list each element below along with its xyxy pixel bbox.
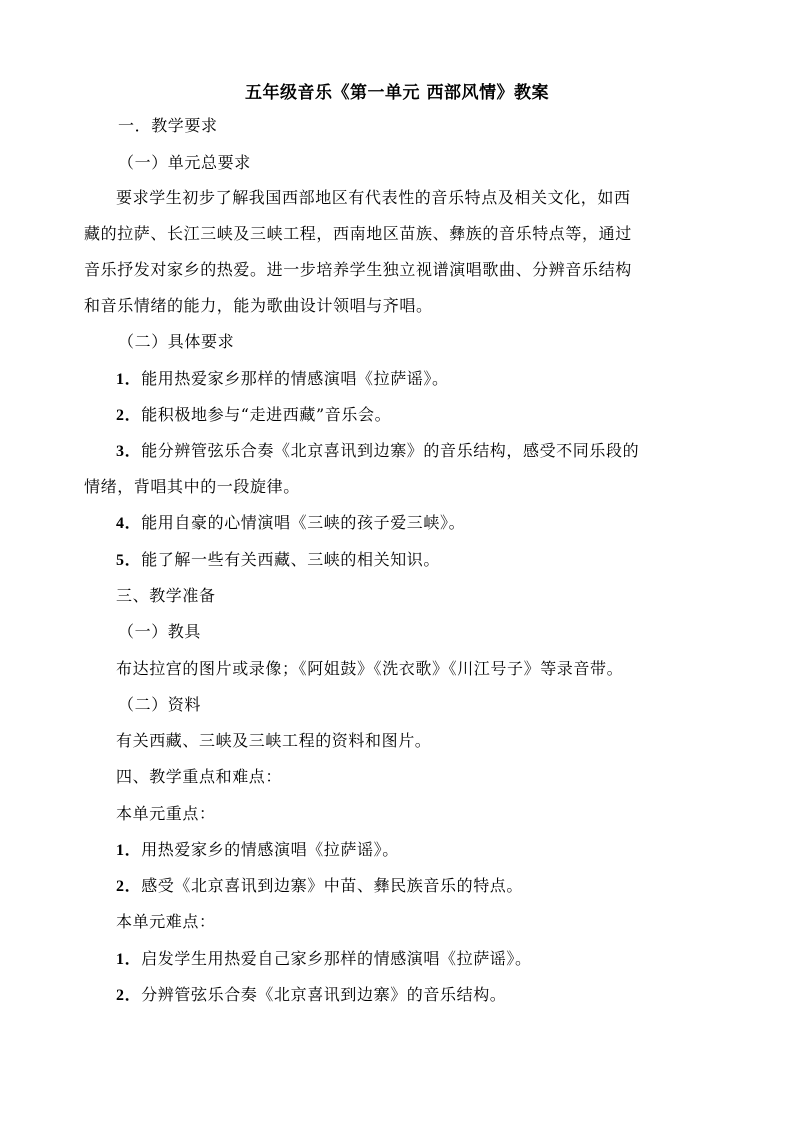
line-text: 能分辨管弦乐合奏《北京喜讯到边寨》的音乐结构，感受不同乐段的 <box>141 441 640 460</box>
text-line <box>84 224 632 244</box>
line-text: 三、教学准备 <box>116 586 216 605</box>
line-text: 有关西藏、三峡及三峡工程的资料和图片。 <box>116 731 432 750</box>
text-line <box>116 513 465 534</box>
line-text: （二）资料 <box>118 695 202 714</box>
text-line <box>116 949 532 970</box>
line-text: 本单元难点： <box>116 912 216 931</box>
text-line <box>118 695 201 715</box>
line-text: 分辨管弦乐合奏《北京喜讯到边寨》的音乐结构。 <box>141 985 507 1004</box>
line-text: （一）教具 <box>118 622 202 641</box>
text-line <box>116 659 623 679</box>
list-number: 3． <box>116 443 142 460</box>
text-line <box>116 840 399 861</box>
text-line <box>118 332 234 352</box>
line-text: 和音乐情绪的能力，能为歌曲设计领唱与齐唱。 <box>84 296 433 315</box>
text-line <box>116 767 282 787</box>
line-text: 四、教学重点和难点： <box>116 767 283 786</box>
text-line <box>116 985 506 1006</box>
line-text: 能用热爱家乡那样的情感演唱《拉萨谣》。 <box>141 369 449 388</box>
line-text: 一．教学要求 <box>118 116 218 135</box>
text-line <box>116 550 440 571</box>
text-line <box>116 912 216 932</box>
line-text: 启发学生用热爱自己家乡那样的情感演唱《拉萨谣》。 <box>141 949 532 968</box>
list-number: 5． <box>116 552 142 569</box>
text-line <box>84 477 300 497</box>
line-text: （一）单元总要求 <box>118 153 251 172</box>
text-line <box>116 804 216 824</box>
text-line <box>116 441 639 462</box>
text-line <box>116 876 523 897</box>
line-text: 本单元重点： <box>116 804 216 823</box>
document-title: 五年级音乐《第一单元 西部风情》教案 <box>245 83 549 103</box>
list-number: 2． <box>116 407 142 424</box>
text-line <box>118 153 251 173</box>
list-number: 1． <box>116 951 142 968</box>
text-line <box>116 188 631 208</box>
text-line <box>116 369 449 390</box>
line-text: 用热爱家乡的情感演唱《拉萨谣》。 <box>141 840 399 859</box>
line-text: 感受《北京喜讯到边寨》中苗、彝民族音乐的特点。 <box>141 876 524 895</box>
list-number: 2． <box>116 987 142 1004</box>
line-text: 音乐抒发对家乡的热爱。进一步培养学生独立视谱演唱歌曲、分辨音乐结构 <box>84 260 632 279</box>
list-number: 4． <box>116 515 142 532</box>
text-line <box>116 586 216 606</box>
text-line <box>118 622 201 642</box>
list-number: 1． <box>116 842 142 859</box>
text-line <box>118 116 218 136</box>
list-number: 1． <box>116 371 142 388</box>
text-line <box>116 405 391 426</box>
text-line <box>116 731 431 751</box>
text-line <box>84 260 632 280</box>
line-text: 藏的拉萨、长江三峡及三峡工程，西南地区苗族、彝族的音乐特点等，通过 <box>84 224 632 243</box>
text-line <box>84 296 433 316</box>
line-text: 能积极地参与“走进西藏”音乐会。 <box>141 405 392 424</box>
line-text: 情绪，背唱其中的一段旋律。 <box>84 477 300 496</box>
line-text: 能用自豪的心情演唱《三峡的孩子爱三峡》。 <box>141 513 466 532</box>
line-text: （二）具体要求 <box>118 332 235 351</box>
line-text: 布达拉宫的图片或录像；《阿姐鼓》《洗衣歌》《川江号子》等录音带。 <box>116 659 624 678</box>
line-text: 能了解一些有关西藏、三峡的相关知识。 <box>141 550 441 569</box>
line-text: 要求学生初步了解我国西部地区有代表性的音乐特点及相关文化，如西 <box>116 188 631 207</box>
list-number: 2． <box>116 878 142 895</box>
